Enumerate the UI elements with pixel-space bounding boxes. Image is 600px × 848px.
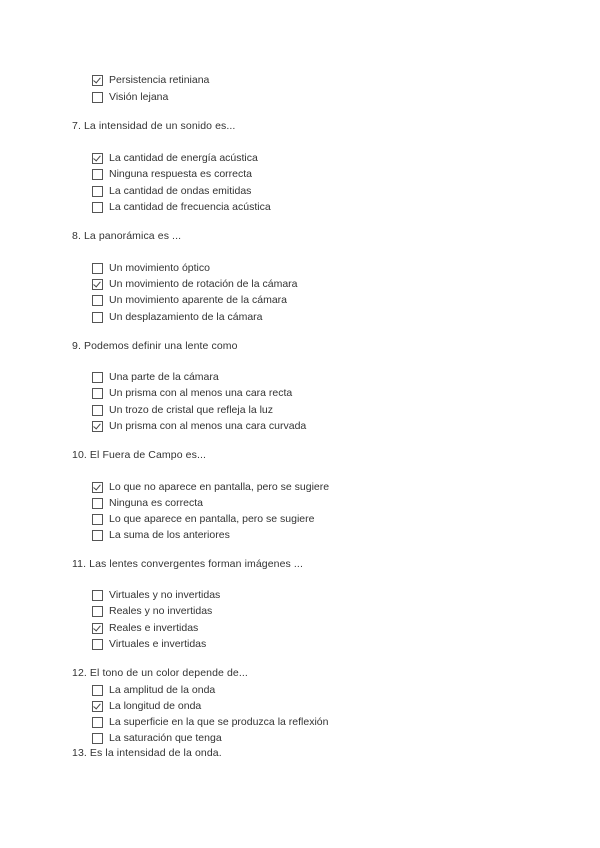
- option-10-c[interactable]: [92, 512, 314, 526]
- checkbox-icon[interactable]: [92, 590, 103, 601]
- checkbox-checked-icon[interactable]: [92, 421, 103, 432]
- option-label: Un desplazamiento de la cámara: [109, 311, 263, 323]
- option-label: Visión lejana: [109, 91, 169, 103]
- checkbox-icon[interactable]: [92, 169, 103, 180]
- option-label: Persistencia retiniana: [109, 74, 210, 86]
- option-label: La cantidad de energía acústica: [109, 152, 258, 164]
- option-7-d[interactable]: [92, 200, 271, 214]
- option-label: Reales e invertidas: [109, 622, 199, 634]
- option-label: Lo que aparece en pantalla, pero se sugiere: [109, 513, 315, 525]
- option-11-b[interactable]: [92, 604, 212, 618]
- checkbox-checked-icon[interactable]: [92, 701, 103, 712]
- checkbox-icon[interactable]: [92, 92, 103, 103]
- question-8: 8. La panorámica es ...: [72, 230, 182, 242]
- question-10: 10. El Fuera de Campo es...: [72, 449, 207, 461]
- option-9-b[interactable]: [92, 386, 292, 400]
- option-persistencia-retiniana[interactable]: [92, 73, 209, 87]
- option-8-c[interactable]: [92, 293, 287, 307]
- checkbox-icon[interactable]: [92, 498, 103, 509]
- checkbox-checked-icon[interactable]: [92, 482, 103, 493]
- option-label: Un movimiento óptico: [109, 262, 210, 274]
- option-label: La suma de los anteriores: [109, 529, 230, 541]
- checkbox-checked-icon[interactable]: [92, 623, 103, 634]
- option-label: Un movimiento de rotación de la cámara: [109, 278, 298, 290]
- option-label: La longitud de onda: [109, 700, 202, 712]
- checkbox-icon[interactable]: [92, 186, 103, 197]
- checkbox-icon[interactable]: [92, 312, 103, 323]
- option-label: Lo que no aparece en pantalla, pero se sugiere: [109, 481, 330, 493]
- checkbox-icon[interactable]: [92, 295, 103, 306]
- option-label: La amplitud de la onda: [109, 684, 216, 696]
- option-label: Un prisma con al menos una cara recta: [109, 387, 293, 399]
- option-label: Virtuales e invertidas: [109, 638, 207, 650]
- question-13: 13. Es la intensidad de la onda.: [72, 747, 222, 759]
- option-12-c[interactable]: [92, 715, 328, 729]
- checkbox-icon[interactable]: [92, 202, 103, 213]
- option-7-a[interactable]: [92, 151, 258, 165]
- option-label: La cantidad de ondas emitidas: [109, 185, 252, 197]
- question-7: 7. La intensidad de un sonido es...: [72, 120, 236, 132]
- question-9: 9. Podemos definir una lente como: [72, 340, 238, 352]
- option-label: La superficie en la que se produzca la reflexión: [109, 716, 329, 728]
- checkbox-checked-icon[interactable]: [92, 279, 103, 290]
- option-8-d[interactable]: [92, 310, 263, 324]
- option-9-c[interactable]: [92, 403, 273, 417]
- option-vision-lejana[interactable]: [92, 90, 168, 104]
- checkbox-icon[interactable]: [92, 685, 103, 696]
- option-7-b[interactable]: [92, 167, 252, 181]
- option-10-a[interactable]: [92, 480, 329, 494]
- checkbox-checked-icon[interactable]: [92, 75, 103, 86]
- option-label: Un trozo de cristal que refleja la luz: [109, 404, 273, 416]
- option-9-d[interactable]: [92, 419, 306, 433]
- option-12-b[interactable]: [92, 699, 201, 713]
- option-9-a[interactable]: [92, 370, 219, 384]
- checkbox-checked-icon[interactable]: [92, 153, 103, 164]
- option-label: Ninguna es correcta: [109, 497, 203, 509]
- checkbox-icon[interactable]: [92, 733, 103, 744]
- option-label: Un movimiento aparente de la cámara: [109, 294, 288, 306]
- option-label: Ninguna respuesta es correcta: [109, 168, 252, 180]
- option-label: Un prisma con al menos una cara curvada: [109, 420, 307, 432]
- option-8-a[interactable]: [92, 261, 210, 275]
- option-7-c[interactable]: [92, 184, 251, 198]
- option-12-a[interactable]: [92, 683, 215, 697]
- option-label: La cantidad de frecuencia acústica: [109, 201, 271, 213]
- option-12-d[interactable]: [92, 731, 222, 745]
- option-10-d[interactable]: [92, 528, 230, 542]
- question-11: 11. Las lentes convergentes forman imágenes ...: [72, 558, 303, 570]
- question-12: 12. El tono de un color depende de...: [72, 667, 248, 679]
- option-label: Virtuales y no invertidas: [109, 589, 221, 601]
- checkbox-icon[interactable]: [92, 263, 103, 274]
- option-label: La saturación que tenga: [109, 732, 222, 744]
- option-11-a[interactable]: [92, 588, 220, 602]
- checkbox-icon[interactable]: [92, 606, 103, 617]
- option-label: Reales y no invertidas: [109, 605, 213, 617]
- checkbox-icon[interactable]: [92, 514, 103, 525]
- checkbox-icon[interactable]: [92, 372, 103, 383]
- option-8-b[interactable]: [92, 277, 298, 291]
- checkbox-icon[interactable]: [92, 639, 103, 650]
- option-11-d[interactable]: [92, 637, 206, 651]
- option-11-c[interactable]: [92, 621, 198, 635]
- option-10-b[interactable]: [92, 496, 203, 510]
- option-label: Una parte de la cámara: [109, 371, 219, 383]
- checkbox-icon[interactable]: [92, 388, 103, 399]
- checkbox-icon[interactable]: [92, 530, 103, 541]
- checkbox-icon[interactable]: [92, 717, 103, 728]
- checkbox-icon[interactable]: [92, 405, 103, 416]
